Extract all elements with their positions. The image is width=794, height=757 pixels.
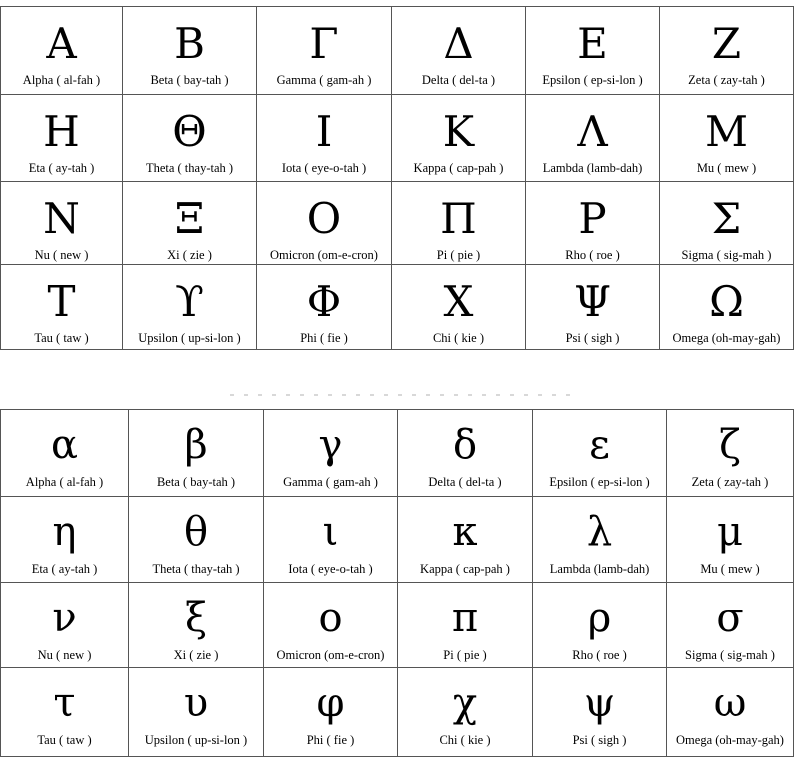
letter-cell	[128, 409, 264, 497]
greek-letter-symbol: Ψ	[574, 277, 611, 326]
letter-name-pronunciation: Lambda (lamb-dah)	[549, 562, 650, 576]
letter-cell	[391, 181, 526, 265]
greek-letter-symbol: Λ	[577, 107, 608, 156]
greek-letter-symbol: χ	[452, 680, 478, 726]
letter-cell	[0, 496, 129, 583]
letter-cell	[391, 6, 526, 95]
greek-letter-symbol: τ	[53, 680, 76, 726]
letter-cell	[525, 181, 660, 265]
letter-name-pronunciation: Chi ( kie )	[432, 331, 485, 345]
letter-cell	[0, 6, 123, 95]
letter-cell	[263, 409, 398, 497]
letter-name-pronunciation: Sigma ( sig-mah )	[685, 648, 775, 662]
greek-letter-symbol: Μ	[704, 107, 748, 156]
letter-cell	[0, 409, 129, 497]
greek-letter-symbol: δ	[452, 422, 478, 468]
greek-letter-symbol: Θ	[172, 107, 207, 156]
letter-cell	[532, 582, 667, 668]
letter-cell	[0, 582, 129, 668]
greek-letter-symbol: ω	[713, 680, 747, 726]
greek-letter-symbol: Π	[440, 194, 477, 243]
letter-cell	[0, 264, 123, 350]
greek-letter-symbol: κ	[452, 509, 478, 555]
letter-name-pronunciation: Epsilon ( ep-si-lon )	[549, 475, 650, 489]
greek-letter-symbol: Τ	[47, 277, 76, 326]
greek-letter-symbol: α	[50, 422, 78, 468]
letter-name-pronunciation: Rho ( roe )	[565, 248, 620, 262]
letter-name-pronunciation: Xi ( zie )	[173, 648, 219, 662]
letter-name-pronunciation: Zeta ( zay-tah )	[691, 475, 769, 489]
letter-name-pronunciation: Tau ( taw )	[37, 733, 92, 747]
greek-letter-symbol: Δ	[443, 19, 474, 68]
greek-letter-symbol: υ	[183, 680, 209, 726]
letter-cell	[263, 582, 398, 668]
greek-letter-symbol: Κ	[442, 107, 475, 156]
letter-cell	[256, 6, 392, 95]
letter-cell	[532, 409, 667, 497]
letter-name-pronunciation: Kappa ( cap-pah )	[420, 562, 510, 576]
letter-name-pronunciation: Omega (oh-may-gah)	[676, 733, 784, 747]
letter-cell	[0, 181, 123, 265]
letter-name-pronunciation: Gamma ( gam-ah )	[276, 73, 372, 87]
greek-letter-symbol: φ	[316, 680, 345, 726]
letter-cell	[666, 496, 794, 583]
letter-name-pronunciation: Psi ( sigh )	[565, 331, 620, 345]
letter-name-pronunciation: Omega (oh-may-gah)	[672, 331, 781, 345]
letter-cell	[391, 94, 526, 182]
letter-cell	[256, 94, 392, 182]
greek-letter-symbol: Ξ	[174, 194, 205, 243]
greek-letter-symbol: Γ	[309, 19, 339, 68]
letter-cell	[122, 6, 257, 95]
letter-name-pronunciation: Sigma ( sig-mah )	[681, 248, 772, 262]
letter-name-pronunciation: Gamma ( gam-ah )	[283, 475, 378, 489]
letter-name-pronunciation: Beta ( bay-tah )	[156, 475, 236, 489]
letter-name-pronunciation: Chi ( kie )	[439, 733, 491, 747]
letter-cell	[397, 496, 533, 583]
letter-name-pronunciation: Xi ( zie )	[167, 248, 212, 262]
letter-cell	[122, 181, 257, 265]
greek-letter-symbol: ϒ	[175, 277, 204, 326]
greek-letter-symbol: ν	[52, 595, 77, 641]
letter-name-pronunciation: Omicron (om-e-cron)	[270, 248, 378, 262]
letter-name-pronunciation: Nu ( new )	[34, 248, 89, 262]
greek-letter-symbol: ξ	[184, 595, 208, 641]
letter-name-pronunciation: Rho ( roe )	[572, 648, 627, 662]
letter-name-pronunciation: Epsilon ( ep-si-lon )	[542, 73, 643, 87]
greek-letter-symbol: Χ	[443, 277, 474, 326]
letter-name-pronunciation: Iota ( eye-o-tah )	[288, 562, 373, 576]
letter-name-pronunciation: Pi ( pie )	[443, 648, 487, 662]
greek-letter-symbol: Ε	[577, 19, 608, 68]
greek-letter-symbol: θ	[183, 509, 209, 555]
greek-letter-symbol: μ	[717, 509, 743, 555]
letter-name-pronunciation: Iota ( eye-o-tah )	[281, 161, 367, 175]
letter-name-pronunciation: Alpha ( al-fah )	[22, 73, 101, 87]
letter-cell	[122, 94, 257, 182]
greek-letter-symbol: Ζ	[711, 19, 742, 68]
letter-cell	[122, 264, 257, 350]
letter-name-pronunciation: Zeta ( zay-tah )	[688, 73, 765, 87]
greek-letter-symbol: Φ	[306, 277, 342, 326]
greek-letter-symbol: ο	[318, 595, 343, 641]
greek-letter-symbol: Ν	[43, 194, 80, 243]
letter-cell	[666, 409, 794, 497]
letter-cell	[128, 667, 264, 757]
letter-cell	[525, 6, 660, 95]
greek-letter-symbol: Σ	[711, 194, 742, 243]
letter-name-pronunciation: Theta ( thay-tah )	[145, 161, 234, 175]
greek-letter-symbol: ρ	[587, 595, 612, 641]
letter-cell	[128, 496, 264, 583]
letter-cell	[666, 582, 794, 668]
letter-name-pronunciation: Pi ( pie )	[436, 248, 481, 262]
letter-name-pronunciation: Phi ( fie )	[306, 733, 355, 747]
letter-name-pronunciation: Phi ( fie )	[300, 331, 348, 345]
greek-letter-symbol: Ο	[306, 194, 342, 243]
letter-cell	[256, 181, 392, 265]
letter-cell	[659, 6, 794, 95]
letter-name-pronunciation: Upsilon ( up-si-lon )	[138, 331, 241, 345]
letter-name-pronunciation: Alpha ( al-fah )	[25, 475, 104, 489]
greek-letter-symbol: Β	[174, 19, 205, 68]
letter-name-pronunciation: Nu ( new )	[37, 648, 92, 662]
letter-cell	[659, 181, 794, 265]
letter-name-pronunciation: Eta ( ay-tah )	[31, 562, 98, 576]
letter-cell	[263, 496, 398, 583]
divider-line	[230, 394, 580, 396]
greek-letter-symbol: Η	[43, 107, 80, 156]
letter-name-pronunciation: Psi ( sigh )	[572, 733, 627, 747]
greek-letter-symbol: ζ	[719, 422, 741, 468]
letter-cell	[397, 582, 533, 668]
letter-name-pronunciation: Eta ( ay-tah )	[28, 161, 95, 175]
greek-letter-symbol: γ	[318, 422, 343, 468]
greek-letter-symbol: Ρ	[578, 194, 607, 243]
greek-letter-symbol: λ	[586, 509, 613, 555]
letter-cell	[0, 94, 123, 182]
letter-cell	[525, 94, 660, 182]
greek-letter-symbol: Ι	[315, 107, 333, 156]
letter-name-pronunciation: Theta ( thay-tah )	[152, 562, 240, 576]
letter-name-pronunciation: Tau ( taw )	[34, 331, 89, 345]
letter-name-pronunciation: Mu ( mew )	[696, 161, 757, 175]
greek-letter-symbol: ε	[589, 422, 610, 468]
letter-cell	[532, 496, 667, 583]
letter-name-pronunciation: Mu ( mew )	[700, 562, 760, 576]
greek-letter-symbol: Ω	[709, 277, 744, 326]
letter-cell	[659, 94, 794, 182]
letter-cell	[128, 582, 264, 668]
greek-letter-symbol: σ	[716, 595, 744, 641]
letter-name-pronunciation: Delta ( del-ta )	[421, 73, 496, 87]
greek-letter-symbol: Α	[46, 19, 77, 68]
letter-cell	[666, 667, 794, 757]
letter-cell	[0, 667, 129, 757]
letter-cell	[525, 264, 660, 350]
letter-name-pronunciation: Lambda (lamb-dah)	[542, 161, 643, 175]
letter-name-pronunciation: Beta ( bay-tah )	[150, 73, 229, 87]
greek-letter-symbol: β	[184, 422, 208, 468]
letter-cell	[397, 409, 533, 497]
greek-letter-symbol: ι	[322, 509, 339, 555]
letter-cell	[532, 667, 667, 757]
letter-name-pronunciation: Omicron (om-e-cron)	[276, 648, 385, 662]
letter-cell	[397, 667, 533, 757]
greek-letter-symbol: η	[52, 509, 77, 555]
letter-cell	[659, 264, 794, 350]
greek-letter-symbol: π	[451, 595, 479, 641]
greek-letter-symbol: ψ	[583, 680, 616, 726]
letter-cell	[391, 264, 526, 350]
letter-cell	[256, 264, 392, 350]
letter-name-pronunciation: Upsilon ( up-si-lon )	[144, 733, 248, 747]
letter-name-pronunciation: Kappa ( cap-pah )	[413, 161, 504, 175]
letter-cell	[263, 667, 398, 757]
letter-name-pronunciation: Delta ( del-ta )	[428, 475, 502, 489]
